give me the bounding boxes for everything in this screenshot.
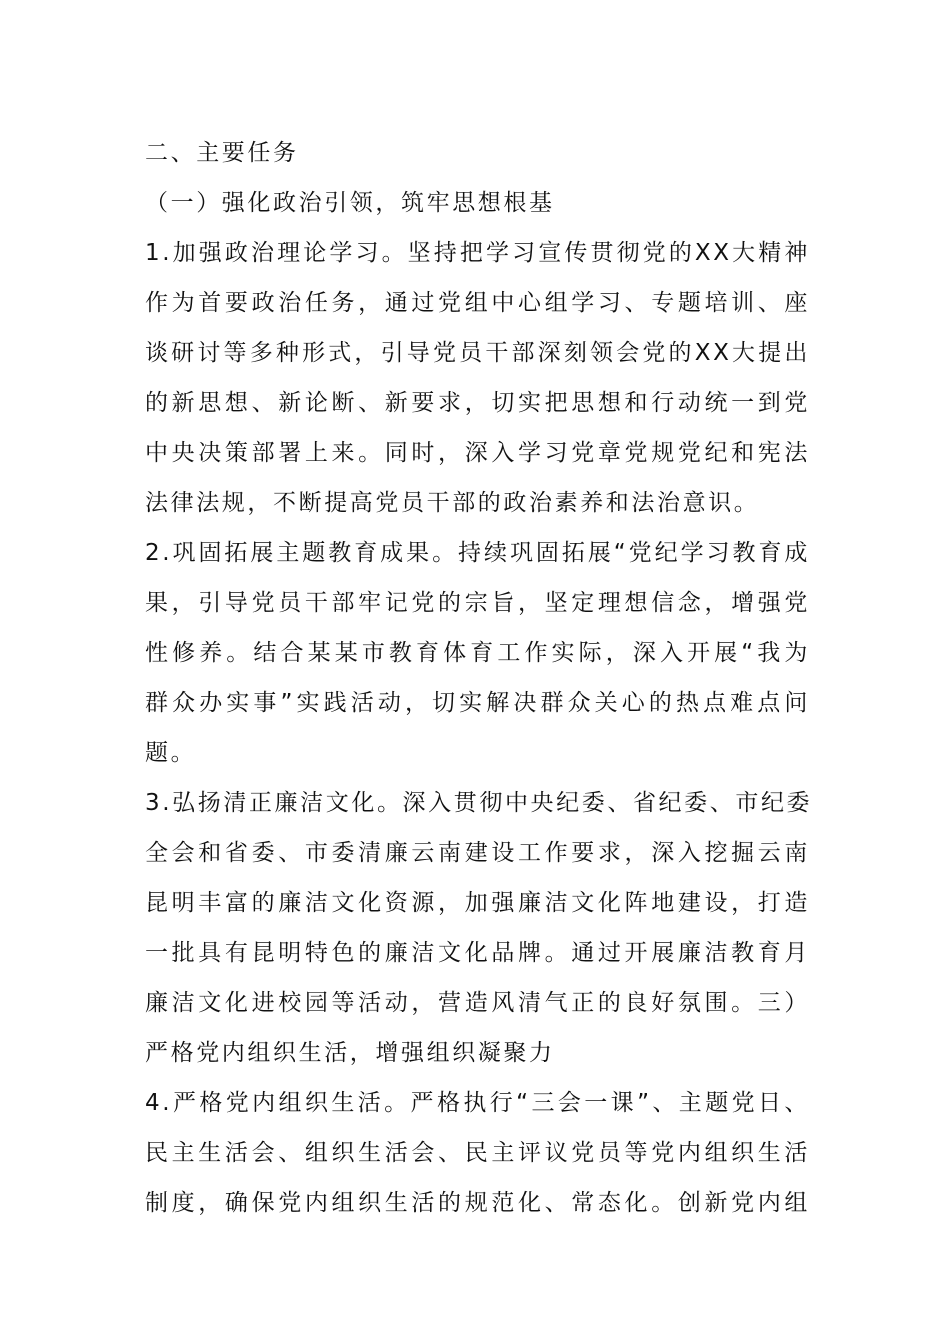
text-line: 昆明丰富的廉洁文化资源，加强廉洁文化阵地建设，打造 [145,890,810,916]
text-line: 严格党内组织生活，增强组织凝聚力 [145,1040,555,1066]
text-line: 2.巩固拓展主题教育成果。持续巩固拓展“党纪学习教育成 [145,540,810,566]
text-line: 谈研讨等多种形式，引导党员干部深刻领会党的XX大提出 [145,340,810,366]
text-line: 廉洁文化进校园等活动，营造风清气正的良好氛围。三） [145,990,810,1016]
text-line: 一批具有昆明特色的廉洁文化品牌。通过开展廉洁教育月 [145,940,810,966]
text-line: 果，引导党员干部牢记党的宗旨，坚定理想信念，增强党 [145,590,810,616]
text-line: 民主生活会、组织生活会、民主评议党员等党内组织生活 [145,1140,810,1166]
subsection-heading: （一）强化政治引领，筑牢思想根基 [145,190,555,216]
document-body [145,128,813,1228]
text-line: 制度，确保党内组织生活的规范化、常态化。创新党内组 [145,1190,810,1216]
text-line: 群众办实事”实践活动，切实解决群众关心的热点难点问 [145,690,810,716]
text-line: 4.严格党内组织生活。严格执行“三会一课”、主题党日、 [145,1090,810,1116]
text-line: 性修养。结合某某市教育体育工作实际，深入开展“我为 [145,640,810,666]
section-heading: 二、主要任务 [145,140,299,166]
text-line: 中央决策部署上来。同时，深入学习党章党规党纪和宪法 [145,440,810,466]
text-line: 题。 [145,740,197,766]
text-line: 法律法规，不断提高党员干部的政治素养和法治意识。 [145,490,760,516]
text-line: 1.加强政治理论学习。坚持把学习宣传贯彻党的XX大精神 [145,240,810,266]
text-line: 3.弘扬清正廉洁文化。深入贯彻中央纪委、省纪委、市纪委 [145,790,813,816]
text-line: 的新思想、新论断、新要求，切实把思想和行动统一到党 [145,390,810,416]
text-line: 全会和省委、市委清廉云南建设工作要求，深入挖掘云南 [145,840,810,866]
text-line: 作为首要政治任务，通过党组中心组学习、专题培训、座 [145,290,810,316]
